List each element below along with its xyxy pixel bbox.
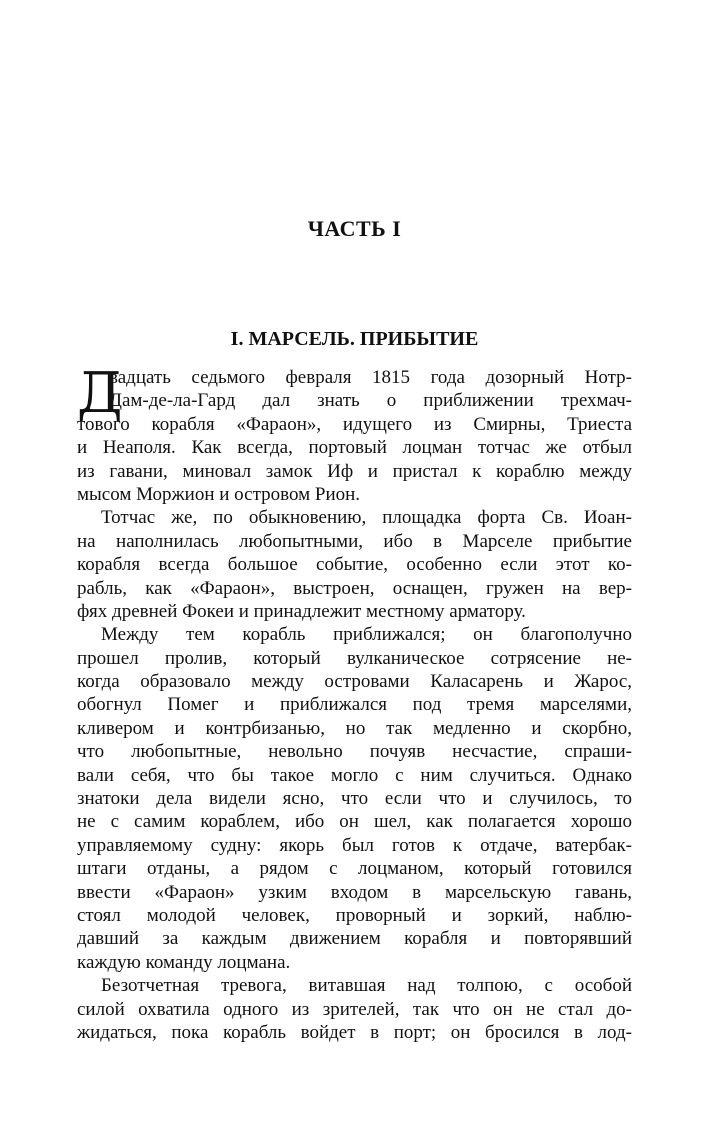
chapter-body (77, 361, 632, 1044)
drop-cap: Д (77, 361, 123, 426)
text-line: тового корабля «Фараон», идущего из Смирны, Триеста (77, 413, 632, 435)
part-title: ЧАСТЬ I (307, 216, 402, 241)
text-line: не с самим кораблем, ибо он шел, как полагается хорошо (77, 811, 632, 833)
text-line: вадцать седьмого февраля 1815 года дозорный Нотр- (109, 367, 632, 388)
text-line: знатоки дела видели ясно, что если что и случилось, то (77, 788, 632, 810)
text-line: стоял молодой человек, проворный и зоркий, наблю- (77, 904, 632, 926)
text-line: рабль, как «Фараон», выстроен, оснащен, гружен на вер- (77, 577, 632, 599)
text-line: когда образовало между островами Каласарень и Жарос, (77, 671, 632, 693)
text-line: управляемому судну: якорь был готов к отдаче, ватербак- (77, 834, 632, 856)
paragraph (77, 506, 632, 623)
text-line: Безотчетная тревога, витавшая над толпою, с особой (101, 975, 632, 997)
text-line: вали себя, что бы такое могло с ним случиться. Однако (77, 764, 632, 786)
chapter-title: I. МАРСЕЛЬ. ПРИБЫТИЕ (230, 328, 479, 350)
text-line: силой охватила одного из зрителей, так что он не стал до- (77, 998, 632, 1020)
text-line: штаги отданы, а рядом с лоцманом, который готовился (77, 858, 632, 880)
text-line: что любопытные, невольно почуяв несчастие, спраши- (77, 741, 632, 763)
text-line: корабля всегда большое событие, особенно если этот ко- (77, 554, 632, 576)
text-line: каждую команду лоцмана. (77, 951, 291, 973)
text-line: ввести «Фараон» узким входом в марсельскую гавань, (77, 881, 632, 903)
text-line: на наполнилась любопытными, ибо в Марселе прибытие (77, 530, 632, 552)
text-line: обогнул Помег и приближался под тремя марселями, (77, 694, 632, 716)
text-line: и Неаполя. Как всегда, портовый лоцман тотчас же отбыл (77, 437, 632, 459)
text-line: Между тем корабль приближался; он благополучно (101, 624, 632, 646)
text-line: Дам-де-ла-Гард дал знать о приближении трехмач- (109, 390, 632, 412)
text-line: жидаться, пока корабль войдет в порт; он бросился в лод- (77, 1021, 632, 1043)
text-line: мысом Моржион и островом Рион. (77, 483, 361, 505)
text-line: прошел пролив, который вулканическое сотрясение не- (77, 647, 632, 669)
paragraph (77, 974, 632, 1044)
text-line: кливером и контрбизанью, но так медленно и скорбно, (77, 717, 632, 739)
paragraph (77, 361, 632, 506)
text-line: Тотчас же, по обыкновению, площадка форта Св. Иоан- (101, 507, 632, 529)
text-line: давший за каждым движением корабля и повторявший (77, 928, 632, 950)
text-line: фях древней Фокеи и принадлежит местному арматору. (77, 600, 526, 622)
text-line: из гавани, миновал замок Иф и пристал к кораблю между (77, 460, 632, 482)
paragraph (77, 623, 632, 974)
text-lines (77, 361, 632, 1044)
